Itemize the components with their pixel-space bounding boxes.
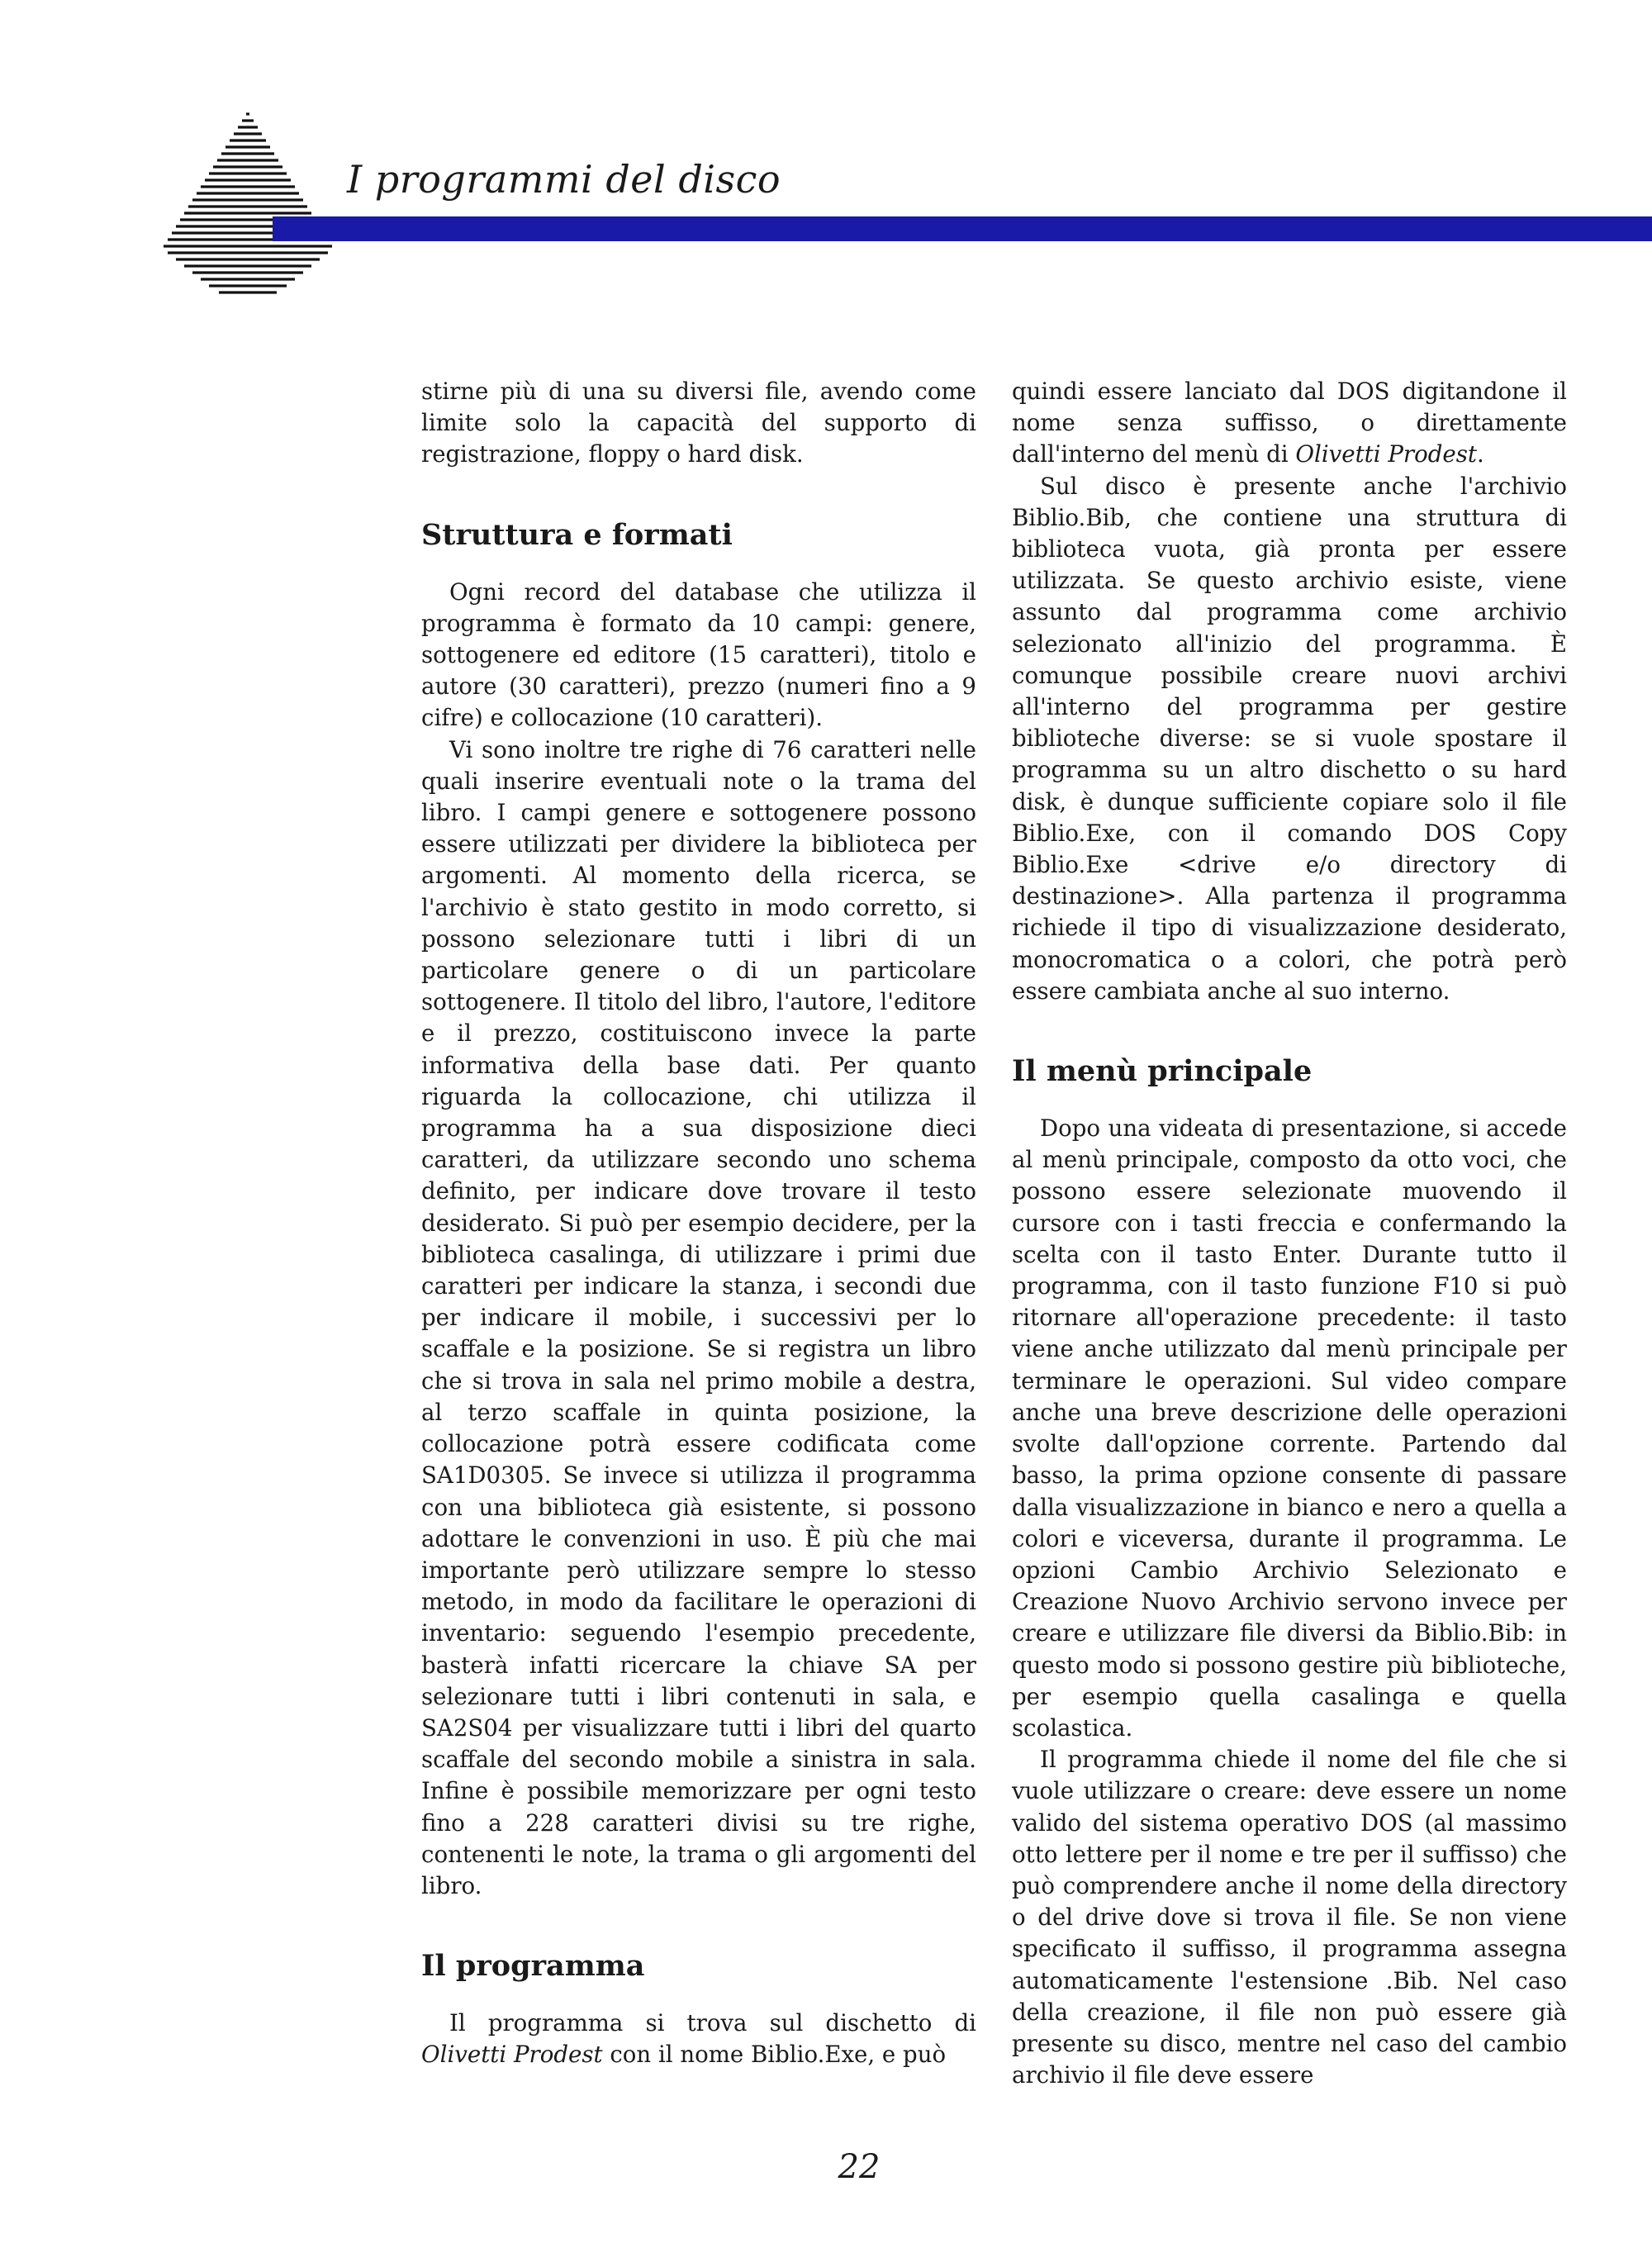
paragraph: Sul disco è presente anche l'archivio Biblio.Bib, che contiene una struttura di biblioteca vuota, già pronta per essere utilizzata. Se questo archivio esiste, viene assunto dal programma come archivio selezionato all'inizio del programma. È comunque possibile creare nuovi archivi all'interno del programma per gestire biblioteche diverse: se si vuole spostare il programma su un altro dischetto o su hard disk, è dunque sufficiente copiare solo il file Biblio.Exe, con il comando DOS Copy Biblio.Exe <drive e/o directory di destinazione>. Alla partenza il programma richiede il tipo di visualizzazione desiderato, monocromatica o a colori, che potrà però essere cambiata anche al suo interno.	[1012, 472, 1567, 1005]
page-number: 22	[838, 2148, 881, 2186]
heading-il-menu-principale: Il menù principale	[1012, 1054, 1313, 1089]
left-column	[421, 376, 976, 2071]
paragraph: Il programma si trova sul dischetto di Olivetti Prodest con il nome Biblio.Exe, e può	[421, 2009, 976, 2069]
page-header	[0, 0, 1652, 314]
product-name: Olivetti Prodest	[1295, 440, 1477, 468]
paragraph: Il programma chiede il nome del file che si vuole utilizzare o creare: deve essere un nome valido del sistema operativo DOS (al massimo otto lettere per il nome e tre per il suffisso) che può comprendere anche il nome della directory o del drive dove si trova il file. Se non viene specificato il suffisso, il programma assegna automaticamente l'estensione .Bib. Nel caso della creazione, il file non può essere già presente su disco, mentre nel caso del cambio archivio il file deve essere	[1012, 1746, 1567, 2089]
heading-struttura-e-formati: Struttura e formati	[421, 517, 733, 552]
header-bar	[273, 216, 1652, 241]
section-title: I programmi del disco	[347, 157, 781, 202]
paragraph: Ogni record del database che utilizza il programma è formato da 10 campi: genere, sottogenere ed editore (15 caratteri), titolo e autore (30 caratteri), prezzo (numeri fino a 9 cifre) e collocazione (10 caratteri).	[421, 577, 976, 732]
product-name: Olivetti Prodest	[421, 2041, 603, 2069]
right-column	[1012, 376, 1567, 2091]
paragraph: quindi essere lanciato dal DOS digitandone il nome senza suffisso, o direttamente dall'interno del menù di Olivetti Prodest.	[1012, 378, 1567, 468]
paragraph: Dopo una videata di presentazione, si accede al menù principale, composto da otto voci, che possono essere selezionate muovendo il cursore con i tasti freccia e confermando la scelta con il tasto Enter. Durante tutto il programma, con il tasto funzione F10 si può ritornare all'operazione precedente: il tasto viene anche utilizzato dal menù principale per terminare le operazioni. Sul video compare anche una breve descrizione delle operazioni svolte dall'opzione corrente. Partendo dal basso, la prima opzione consente di passare dalla visualizzazione in bianco e nero a quella a colori e viceversa, durante il programma. Le opzioni Cambio Archivio Selezionato e Creazione Nuovo Archivio servono invece per creare e utilizzare file diversi da Biblio.Bib: in questo modo si possono gestire più biblioteche, per esempio quella casalinga e quella scolastica.	[1012, 1114, 1567, 1742]
pyramid-icon	[140, 107, 355, 297]
heading-il-programma: Il programma	[421, 1949, 645, 1984]
paragraph: Vi sono inoltre tre righe di 76 caratteri nelle quali inserire eventuali note o la trama del libro. I campi genere e sottogenere possono essere utilizzati per dividere la biblioteca per argomenti. Al momento della ricerca, se l'archivio è stato gestito in modo corretto, si possono selezionare tutti i libri di un particolare genere o di un particolare sottogenere. Il titolo del libro, l'autore, l'editore e il prezzo, costituiscono invece la parte informativa della base dati. Per quanto riguarda la collocazione, chi utilizza il programma ha a sua disposizione dieci caratteri, da utilizzare secondo uno schema definito, per indicare dove trovare il testo desiderato. Si può per esempio decidere, per la biblioteca casalinga, di utilizzare i primi due caratteri per indicare la stanza, i secondi due per indicare il mobile, i successivi per lo scaffale e la posizione. Se si registra un libro che si trova in sala nel primo mobile a destra, al terzo scaffale in quinta posizione, la collocazione potrà essere codificata come SA1D0305. Se invece si utilizza il programma con una biblioteca già esistente, si possono adottare le convenzioni in uso. È più che mai importante però utilizzare sempre lo stesso metodo, in modo da facilitare le operazioni di inventario: seguendo l'esempio precedente, basterà infatti ricercare la chiave SA per selezionare tutti i libri contenuti in sala, e SA2S04 per visualizzare tutti i libri del quarto scaffale del secondo mobile a sinistra in sala. Infine è possibile memorizzare per ogni testo fino a 228 caratteri divisi su tre righe, contenenti le note, la trama o gli argomenti del libro.	[421, 735, 976, 1899]
paragraph: stirne più di una su diversi file, avendo come limite solo la capacità del supporto di registrazione, floppy o hard disk.	[421, 378, 976, 468]
